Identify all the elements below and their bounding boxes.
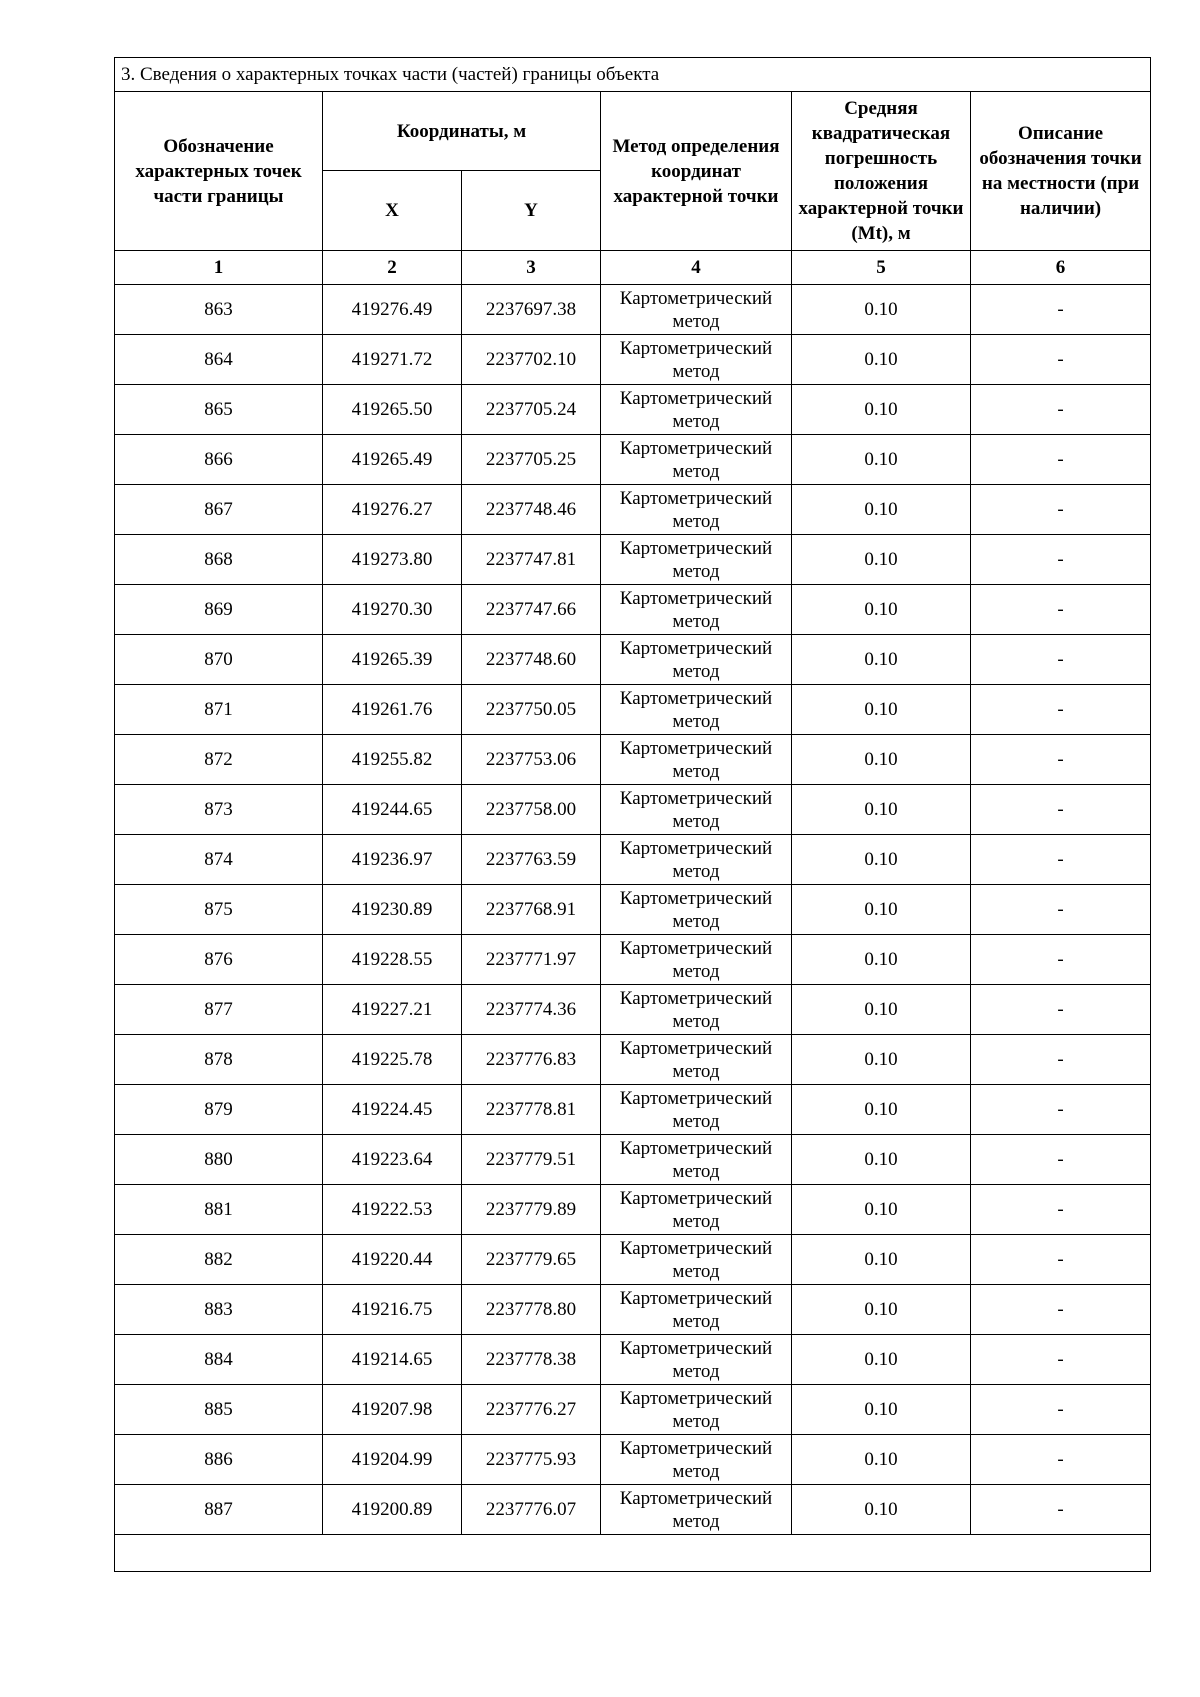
cell-method [601,1385,792,1435]
cell-description: - [971,685,1151,735]
cell-x: 419200.89 [323,1485,462,1535]
method-line: метод [672,1010,720,1032]
table-row [115,1135,1151,1185]
cell-description: - [971,285,1151,335]
method-line: Картометрический [619,1287,773,1309]
method-line: метод [672,1410,720,1432]
cell-x: 419216.75 [323,1285,462,1335]
cell-description: - [971,1235,1151,1285]
method-line: Картометрический [619,537,773,559]
cell-x: 419207.98 [323,1385,462,1435]
cell-point: 880 [115,1135,323,1185]
cell-method [601,535,792,585]
table-row [115,1035,1151,1085]
method-line: метод [672,1460,720,1482]
table-row [115,485,1151,535]
header-coordinates: Координаты, м [323,92,601,171]
cell-method [601,935,792,985]
cell-y: 2237778.81 [462,1085,601,1135]
cell-error: 0.10 [792,1485,971,1535]
table-row [115,435,1151,485]
method-line: метод [672,1210,720,1232]
method-line: Картометрический [619,987,773,1009]
method-line: метод [672,360,720,382]
method-line: Картометрический [619,637,773,659]
table-row [115,335,1151,385]
cell-error: 0.10 [792,1135,971,1185]
cell-error: 0.10 [792,635,971,685]
cell-x: 419223.64 [323,1135,462,1185]
cell-point: 887 [115,1485,323,1535]
method-line: метод [672,560,720,582]
method-line: метод [672,660,720,682]
cell-description: - [971,585,1151,635]
cell-error: 0.10 [792,335,971,385]
method-line: метод [672,410,720,432]
cell-description: - [971,1035,1151,1085]
cell-description: - [971,1285,1151,1335]
cell-description: - [971,835,1151,885]
table-row [115,285,1151,335]
header-error: Средняя квадратическая погрешность положения характерной точки (Mt), м [792,92,971,251]
cell-y: 2237776.07 [462,1485,601,1535]
cell-y: 2237776.83 [462,1035,601,1085]
table-row [115,1235,1151,1285]
cell-x: 419236.97 [323,835,462,885]
section-title-row [115,58,1151,92]
method-line: метод [672,760,720,782]
cell-x: 419271.72 [323,335,462,385]
method-line: метод [672,460,720,482]
method-line: метод [672,1110,720,1132]
table-row [115,685,1151,735]
method-line: метод [672,1360,720,1382]
method-line: Картометрический [619,1137,773,1159]
header-point: Обозначение характерных точек части границы [115,92,323,251]
cell-method [601,1185,792,1235]
cell-description: - [971,485,1151,535]
cell-method [601,1435,792,1485]
cell-x: 419255.82 [323,735,462,785]
cell-point: 866 [115,435,323,485]
cell-point: 872 [115,735,323,785]
table-row [115,635,1151,685]
method-line: Картометрический [619,1187,773,1209]
cell-method [601,785,792,835]
cell-method [601,885,792,935]
cell-description: - [971,1085,1151,1135]
cell-method [601,485,792,535]
cell-description: - [971,785,1151,835]
cell-description: - [971,385,1151,435]
method-line: Картометрический [619,387,773,409]
method-line: метод [672,810,720,832]
cell-method [601,1035,792,1085]
cell-method [601,1235,792,1285]
cell-method [601,1085,792,1135]
cell-point: 882 [115,1235,323,1285]
cell-y: 2237763.59 [462,835,601,885]
cell-y: 2237778.80 [462,1285,601,1335]
cell-point: 865 [115,385,323,435]
cell-description: - [971,1185,1151,1235]
column-number: 3 [462,251,601,285]
cell-y: 2237774.36 [462,985,601,1035]
cell-x: 419265.39 [323,635,462,685]
cell-description: - [971,635,1151,685]
method-line: Картометрический [619,887,773,909]
cell-x: 419265.50 [323,385,462,435]
method-line: метод [672,1260,720,1282]
cell-method [601,435,792,485]
column-number-row [115,251,1151,285]
method-line: метод [672,1510,720,1532]
table-row [115,735,1151,785]
method-line: Картометрический [619,1237,773,1259]
method-line: Картометрический [619,587,773,609]
cell-error: 0.10 [792,1035,971,1085]
method-line: Картометрический [619,1387,773,1409]
cell-point: 867 [115,485,323,535]
cell-y: 2237748.60 [462,635,601,685]
cell-point: 877 [115,985,323,1035]
cell-y: 2237779.89 [462,1185,601,1235]
cell-method [601,1485,792,1535]
header-method: Метод определения координат характерной точки [601,92,792,251]
method-line: Картометрический [619,687,773,709]
cell-y: 2237758.00 [462,785,601,835]
cell-error: 0.10 [792,885,971,935]
table-row [115,835,1151,885]
cell-description: - [971,985,1151,1035]
cell-description: - [971,1335,1151,1385]
blank-cell [115,1535,1151,1572]
cell-method [601,285,792,335]
table-row [115,885,1151,935]
method-line: Картометрический [619,837,773,859]
cell-y: 2237775.93 [462,1435,601,1485]
method-line: Картометрический [619,1437,773,1459]
cell-y: 2237697.38 [462,285,601,335]
header-description: Описание обозначения точки на местности (при наличии) [971,92,1151,251]
cell-error: 0.10 [792,1335,971,1385]
column-number: 2 [323,251,462,285]
cell-error: 0.10 [792,385,971,435]
cell-y: 2237778.38 [462,1335,601,1385]
cell-point: 878 [115,1035,323,1085]
method-line: Картометрический [619,1037,773,1059]
table-row [115,1385,1151,1435]
cell-method [601,1135,792,1185]
cell-x: 419214.65 [323,1335,462,1385]
method-line: Картометрический [619,1087,773,1109]
method-line: метод [672,510,720,532]
cell-description: - [971,935,1151,985]
cell-error: 0.10 [792,985,971,1035]
cell-x: 419222.53 [323,1185,462,1235]
cell-point: 868 [115,535,323,585]
cell-error: 0.10 [792,685,971,735]
column-number: 5 [792,251,971,285]
cell-point: 875 [115,885,323,935]
table-row [115,1485,1151,1535]
cell-x: 419225.78 [323,1035,462,1085]
cell-y: 2237750.05 [462,685,601,735]
cell-point: 873 [115,785,323,835]
column-number: 1 [115,251,323,285]
method-line: Картометрический [619,937,773,959]
cell-method [601,335,792,385]
cell-y: 2237771.97 [462,935,601,985]
cell-description: - [971,1485,1151,1535]
cell-error: 0.10 [792,1185,971,1235]
cell-point: 879 [115,1085,323,1135]
method-line: метод [672,310,720,332]
cell-y: 2237702.10 [462,335,601,385]
cell-y: 2237776.27 [462,1385,601,1435]
table-row [115,1185,1151,1235]
cell-error: 0.10 [792,1235,971,1285]
cell-point: 871 [115,685,323,735]
cell-description: - [971,535,1151,585]
cell-x: 419276.27 [323,485,462,535]
cell-y: 2237753.06 [462,735,601,785]
cell-error: 0.10 [792,785,971,835]
method-line: Картометрический [619,487,773,509]
cell-point: 884 [115,1335,323,1385]
table-body [115,285,1151,1535]
cell-point: 869 [115,585,323,635]
cell-x: 419273.80 [323,535,462,585]
cell-description: - [971,335,1151,385]
cell-method [601,1335,792,1385]
cell-point: 863 [115,285,323,335]
cell-x: 419244.65 [323,785,462,835]
cell-error: 0.10 [792,935,971,985]
cell-x: 419228.55 [323,935,462,985]
cell-y: 2237747.66 [462,585,601,635]
table-row [115,385,1151,435]
method-line: метод [672,1060,720,1082]
cell-y: 2237705.25 [462,435,601,485]
header-x: X [323,171,462,251]
cell-error: 0.10 [792,535,971,585]
cell-method [601,635,792,685]
cell-error: 0.10 [792,1385,971,1435]
cell-y: 2237779.51 [462,1135,601,1185]
cell-point: 874 [115,835,323,885]
cell-description: - [971,885,1151,935]
cell-x: 419276.49 [323,285,462,335]
method-line: Картометрический [619,437,773,459]
cell-error: 0.10 [792,1285,971,1335]
cell-method [601,385,792,435]
table-row [115,1335,1151,1385]
cell-y: 2237705.24 [462,385,601,435]
column-number: 6 [971,251,1151,285]
method-line: метод [672,1160,720,1182]
cell-description: - [971,1435,1151,1485]
cell-error: 0.10 [792,285,971,335]
cell-point: 886 [115,1435,323,1485]
method-line: метод [672,710,720,732]
cell-y: 2237779.65 [462,1235,601,1285]
table-row [115,585,1151,635]
cell-method [601,685,792,735]
cell-description: - [971,435,1151,485]
cell-x: 419270.30 [323,585,462,635]
method-line: Картометрический [619,1487,773,1509]
cell-point: 864 [115,335,323,385]
cell-error: 0.10 [792,1435,971,1485]
table-row [115,1085,1151,1135]
cell-error: 0.10 [792,835,971,885]
cell-method [601,985,792,1035]
cell-y: 2237747.81 [462,535,601,585]
cell-method [601,735,792,785]
cell-x: 419220.44 [323,1235,462,1285]
cell-error: 0.10 [792,735,971,785]
cell-method [601,835,792,885]
cell-point: 883 [115,1285,323,1335]
header-row [115,92,1151,171]
blank-row [115,1535,1151,1572]
table-row [115,1435,1151,1485]
cell-error: 0.10 [792,435,971,485]
method-line: метод [672,610,720,632]
cell-description: - [971,1385,1151,1435]
cell-y: 2237768.91 [462,885,601,935]
cell-x: 419230.89 [323,885,462,935]
table-row [115,1285,1151,1335]
column-number: 4 [601,251,792,285]
cell-x: 419224.45 [323,1085,462,1135]
method-line: Картометрический [619,337,773,359]
cell-x: 419261.76 [323,685,462,735]
cell-method [601,1285,792,1335]
method-line: метод [672,860,720,882]
cell-description: - [971,735,1151,785]
cell-x: 419227.21 [323,985,462,1035]
method-line: метод [672,960,720,982]
cell-point: 870 [115,635,323,685]
section-title: 3. Сведения о характерных точках части (частей) границы объекта [115,58,1151,92]
boundary-points-table [114,57,1151,1572]
method-line: Картометрический [619,787,773,809]
table-row [115,935,1151,985]
method-line: Картометрический [619,287,773,309]
cell-x: 419265.49 [323,435,462,485]
table-row [115,785,1151,835]
cell-point: 885 [115,1385,323,1435]
cell-method [601,585,792,635]
cell-point: 876 [115,935,323,985]
cell-error: 0.10 [792,585,971,635]
cell-point: 881 [115,1185,323,1235]
cell-x: 419204.99 [323,1435,462,1485]
method-line: Картометрический [619,737,773,759]
method-line: Картометрический [619,1337,773,1359]
table-row [115,985,1151,1035]
cell-error: 0.10 [792,1085,971,1135]
cell-y: 2237748.46 [462,485,601,535]
cell-error: 0.10 [792,485,971,535]
table-row [115,535,1151,585]
header-y: Y [462,171,601,251]
method-line: метод [672,910,720,932]
method-line: метод [672,1310,720,1332]
cell-description: - [971,1135,1151,1185]
